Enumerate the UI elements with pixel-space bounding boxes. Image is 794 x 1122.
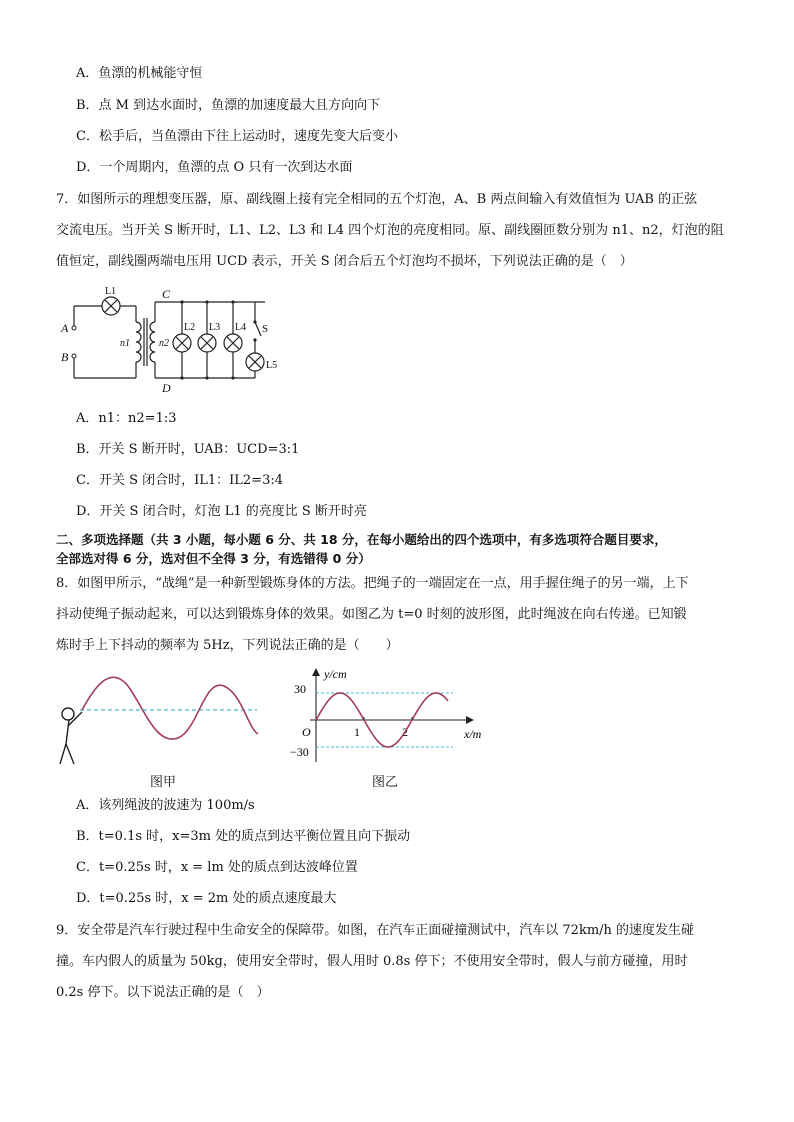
q7-stem-line-2: 交流电压。当开关 S 断开时，L1、L2、L3 和 L4 四个灯泡的亮度相同。原、副线圈匝数分别为 n1、n2，灯泡的阻 [56,223,724,238]
q8-option-c: C．t=0.25s 时，x = lm 处的质点到达波峰位置 [76,860,358,875]
q8-option-b: B．t=0.1s 时，x=3m 处的质点到达平衡位置且向下振动 [76,829,411,844]
transformer-circuit-diagram [56,282,286,394]
x-axis-label: x/m [464,727,482,741]
q9-stem-line-1: 9．安全带是汽车行驶过程中生命安全的保障带。如图，在汽车正面碰撞测试中，汽车以 72km/h 的速度发生碰 [56,923,695,938]
q8-stem-line-2: 抖动使绳子振动起来，可以达到锻炼身体的效果。如图乙为 t=0 时刻的波形图，此时绳波在向右传递。已知锻 [56,607,687,622]
label-b: B [61,350,69,364]
x-tick-1: 1 [354,725,360,739]
label-n1: n1 [120,338,130,349]
label-c: C [162,287,171,301]
q8-stem-line-3: 炼时手上下抖动的频率为 5Hz，下列说法正确的是（ ） [56,638,399,653]
section-2-heading-line-1: 二、多项选择题（共 3 小题，每小题 6 分、共 18 分，在每小题给出的四个选项中，有多选项符合题目要求， [56,532,667,547]
q7-option-b: B．开关 S 断开时，UAB：UCD=3:1 [76,442,300,457]
label-l5: L5 [266,360,278,371]
q6-option-a: A．鱼漂的机械能守恒 [76,66,203,81]
origin-label: O [302,725,311,739]
label-switch-s: S [262,323,269,335]
q7-option-d: D．开关 S 闭合时，灯泡 L1 的亮度比 S 断开时亮 [76,504,367,519]
label-l4: L4 [235,322,247,333]
q6-option-d: D．一个周期内，鱼漂的点 O 只有一次到达水面 [76,160,353,175]
q8-stem-line-1: 8．如图甲所示，“战绳”是一种新型锻炼身体的方法。把绳子的一端固定在一点，用手握住绳子的另一端，上下 [56,576,689,591]
q6-option-c: C．松手后，当鱼漂由下往上运动时，速度先变大后变小 [76,129,398,144]
label-l3: L3 [209,322,221,333]
section-2-heading-line-2: 全部选对得 6 分，选对但不全得 3 分，有选错得 0 分） [56,551,371,566]
label-d: D [162,381,171,394]
y-tick-30: 30 [294,682,306,696]
label-n2: n2 [159,338,169,349]
q9-stem-line-3: 0.2s 停下。以下说法正确的是（ ） [56,985,270,1000]
x-tick-2: 2 [402,725,408,739]
label-l2: L2 [184,322,196,333]
figure-jia-caption: 图甲 [150,775,177,790]
wave-graph [290,660,490,770]
q7-stem-line-3: 值恒定，副线圈两端电压用 UCD 表示，开关 S 闭合后五个灯泡均不损坏，下列说法正确的是（ ） [56,254,633,269]
y-tick-neg30: −30 [290,745,309,759]
q6-option-b: B．点 M 到达水面时，鱼漂的加速度最大且方向向下 [76,98,381,113]
figure-yi-caption: 图乙 [372,775,399,790]
q8-option-a: A．该列绳波的波速为 100m/s [76,798,255,813]
battle-rope-figure [52,668,262,768]
q7-option-c: C．开关 S 闭合时，IL1：IL2=3:4 [76,473,284,488]
q7-option-a: A．n1：n2=1:3 [76,411,177,426]
person-figure [60,708,82,764]
y-axis-label: y/cm [324,667,347,681]
q7-stem-line-1: 7．如图所示的理想变压器，原、副线圈上接有完全相同的五个灯泡，A、B 两点间输入有效值恒为 UAB 的正弦 [56,192,698,207]
label-a: A [61,321,69,335]
label-l1: L1 [105,286,117,297]
q8-option-d: D．t=0.25s 时，x = 2m 处的质点速度最大 [76,891,337,906]
q9-stem-line-2: 撞。车内假人的质量为 50kg，使用安全带时，假人用时 0.8s 停下；不使用安全带时，假人与前方碰撞，用时 [56,954,688,969]
